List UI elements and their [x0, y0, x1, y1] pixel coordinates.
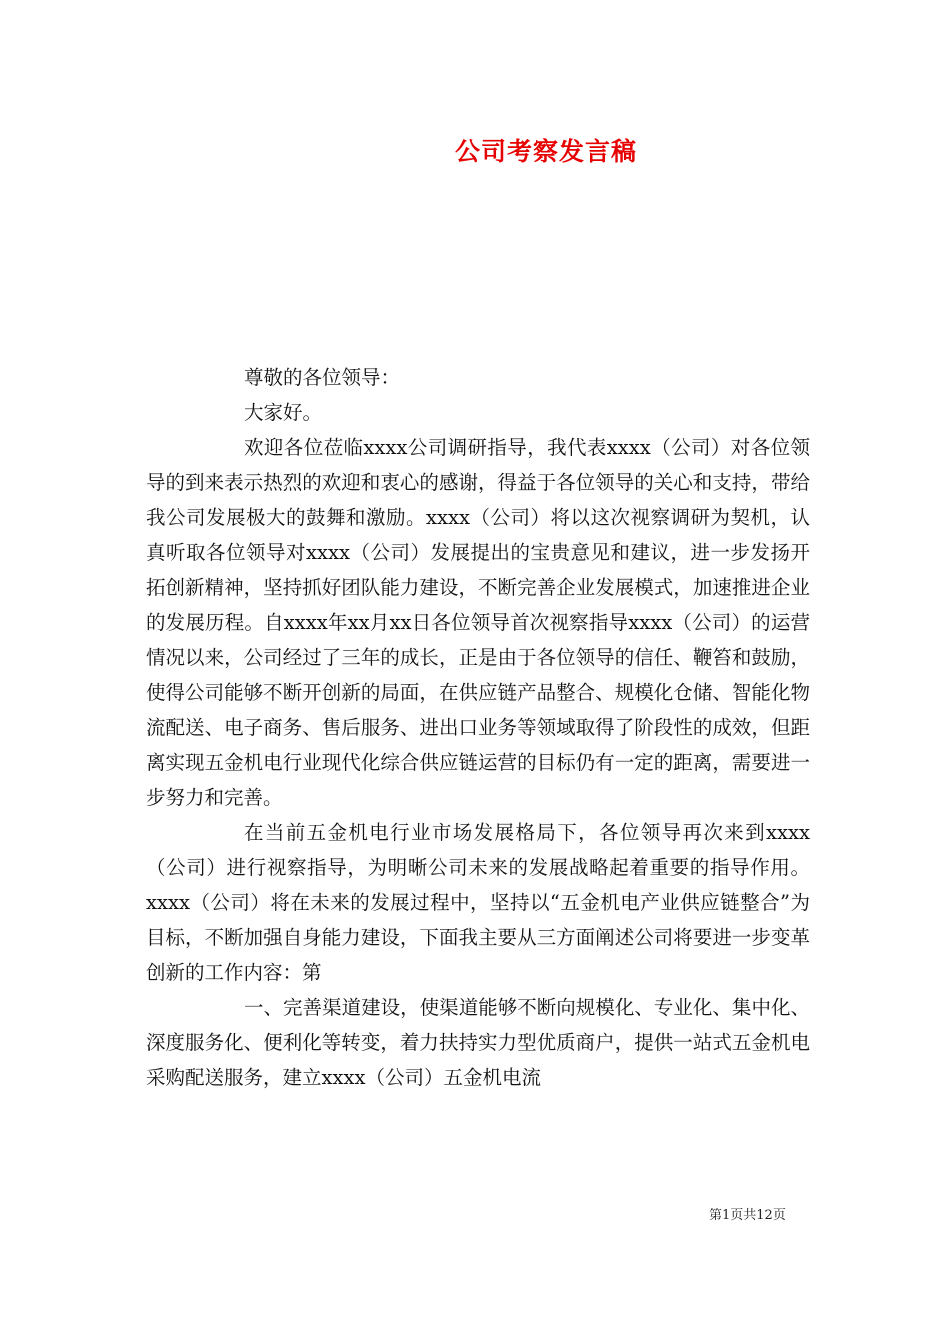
- salutation: 尊敬的各位领导：: [244, 366, 401, 389]
- greeting: 大家好。: [244, 401, 323, 424]
- paragraph-strategy: 在当前五金机电行业市场发展格局下，各位领导再次来到xxxx（公司）进行视察指导，为明晰公司未来的发展战略起着重要的指导作用。xxxx（公司）将在未来的发展过程中，坚持以“五金机电产业供应链整合”为目标，不断加强自身能力建设，下面我主要从三方面阐述公司将要进一步变革创新的工作内容：第: [146, 821, 810, 984]
- page-number: 第1页共12页: [709, 1208, 786, 1223]
- paragraph-welcome: 欢迎各位莅临xxxx公司调研指导，我代表xxxx（公司）对各位领导的到来表示热烈的欢迎和衷心的感谢，得益于各位领导的关心和支持，带给我公司发展极大的鼓舞和激励。xxxx（公司）将以这次视察调研为契机，认真听取各位领导对xxxx（公司）发展提出的宝贵意见和建议，进一步发扬开拓创新精神，坚持抓好团队能力建设，不断完善企业发展模式，加速推进企业的发展历程。自xxxx年xx月xx日各位领导首次视察指导xxxx（公司）的运营情况以来，公司经过了三年的成长，正是由于各位领导的信任、鞭笞和鼓励，使得公司能够不断开创新的局面，在供应链产品整合、规模化仓储、智能化物流配送、电子商务、售后服务、进出口业务等领域取得了阶段性的成效，但距离实现五金机电行业现代化综合供应链运营的目标仍有一定的距离，需要进一步努力和完善。: [146, 436, 810, 809]
- paragraph-channel: 一、完善渠道建设，使渠道能够不断向规模化、专业化、集中化、深度服务化、便利化等转变，着力扶持实力型优质商户，提供一站式五金机电采购配送服务，建立xxxx（公司）五金机电流: [146, 996, 810, 1089]
- document-title: 公司考察发言稿: [454, 137, 637, 166]
- document-body: [146, 360, 810, 1095]
